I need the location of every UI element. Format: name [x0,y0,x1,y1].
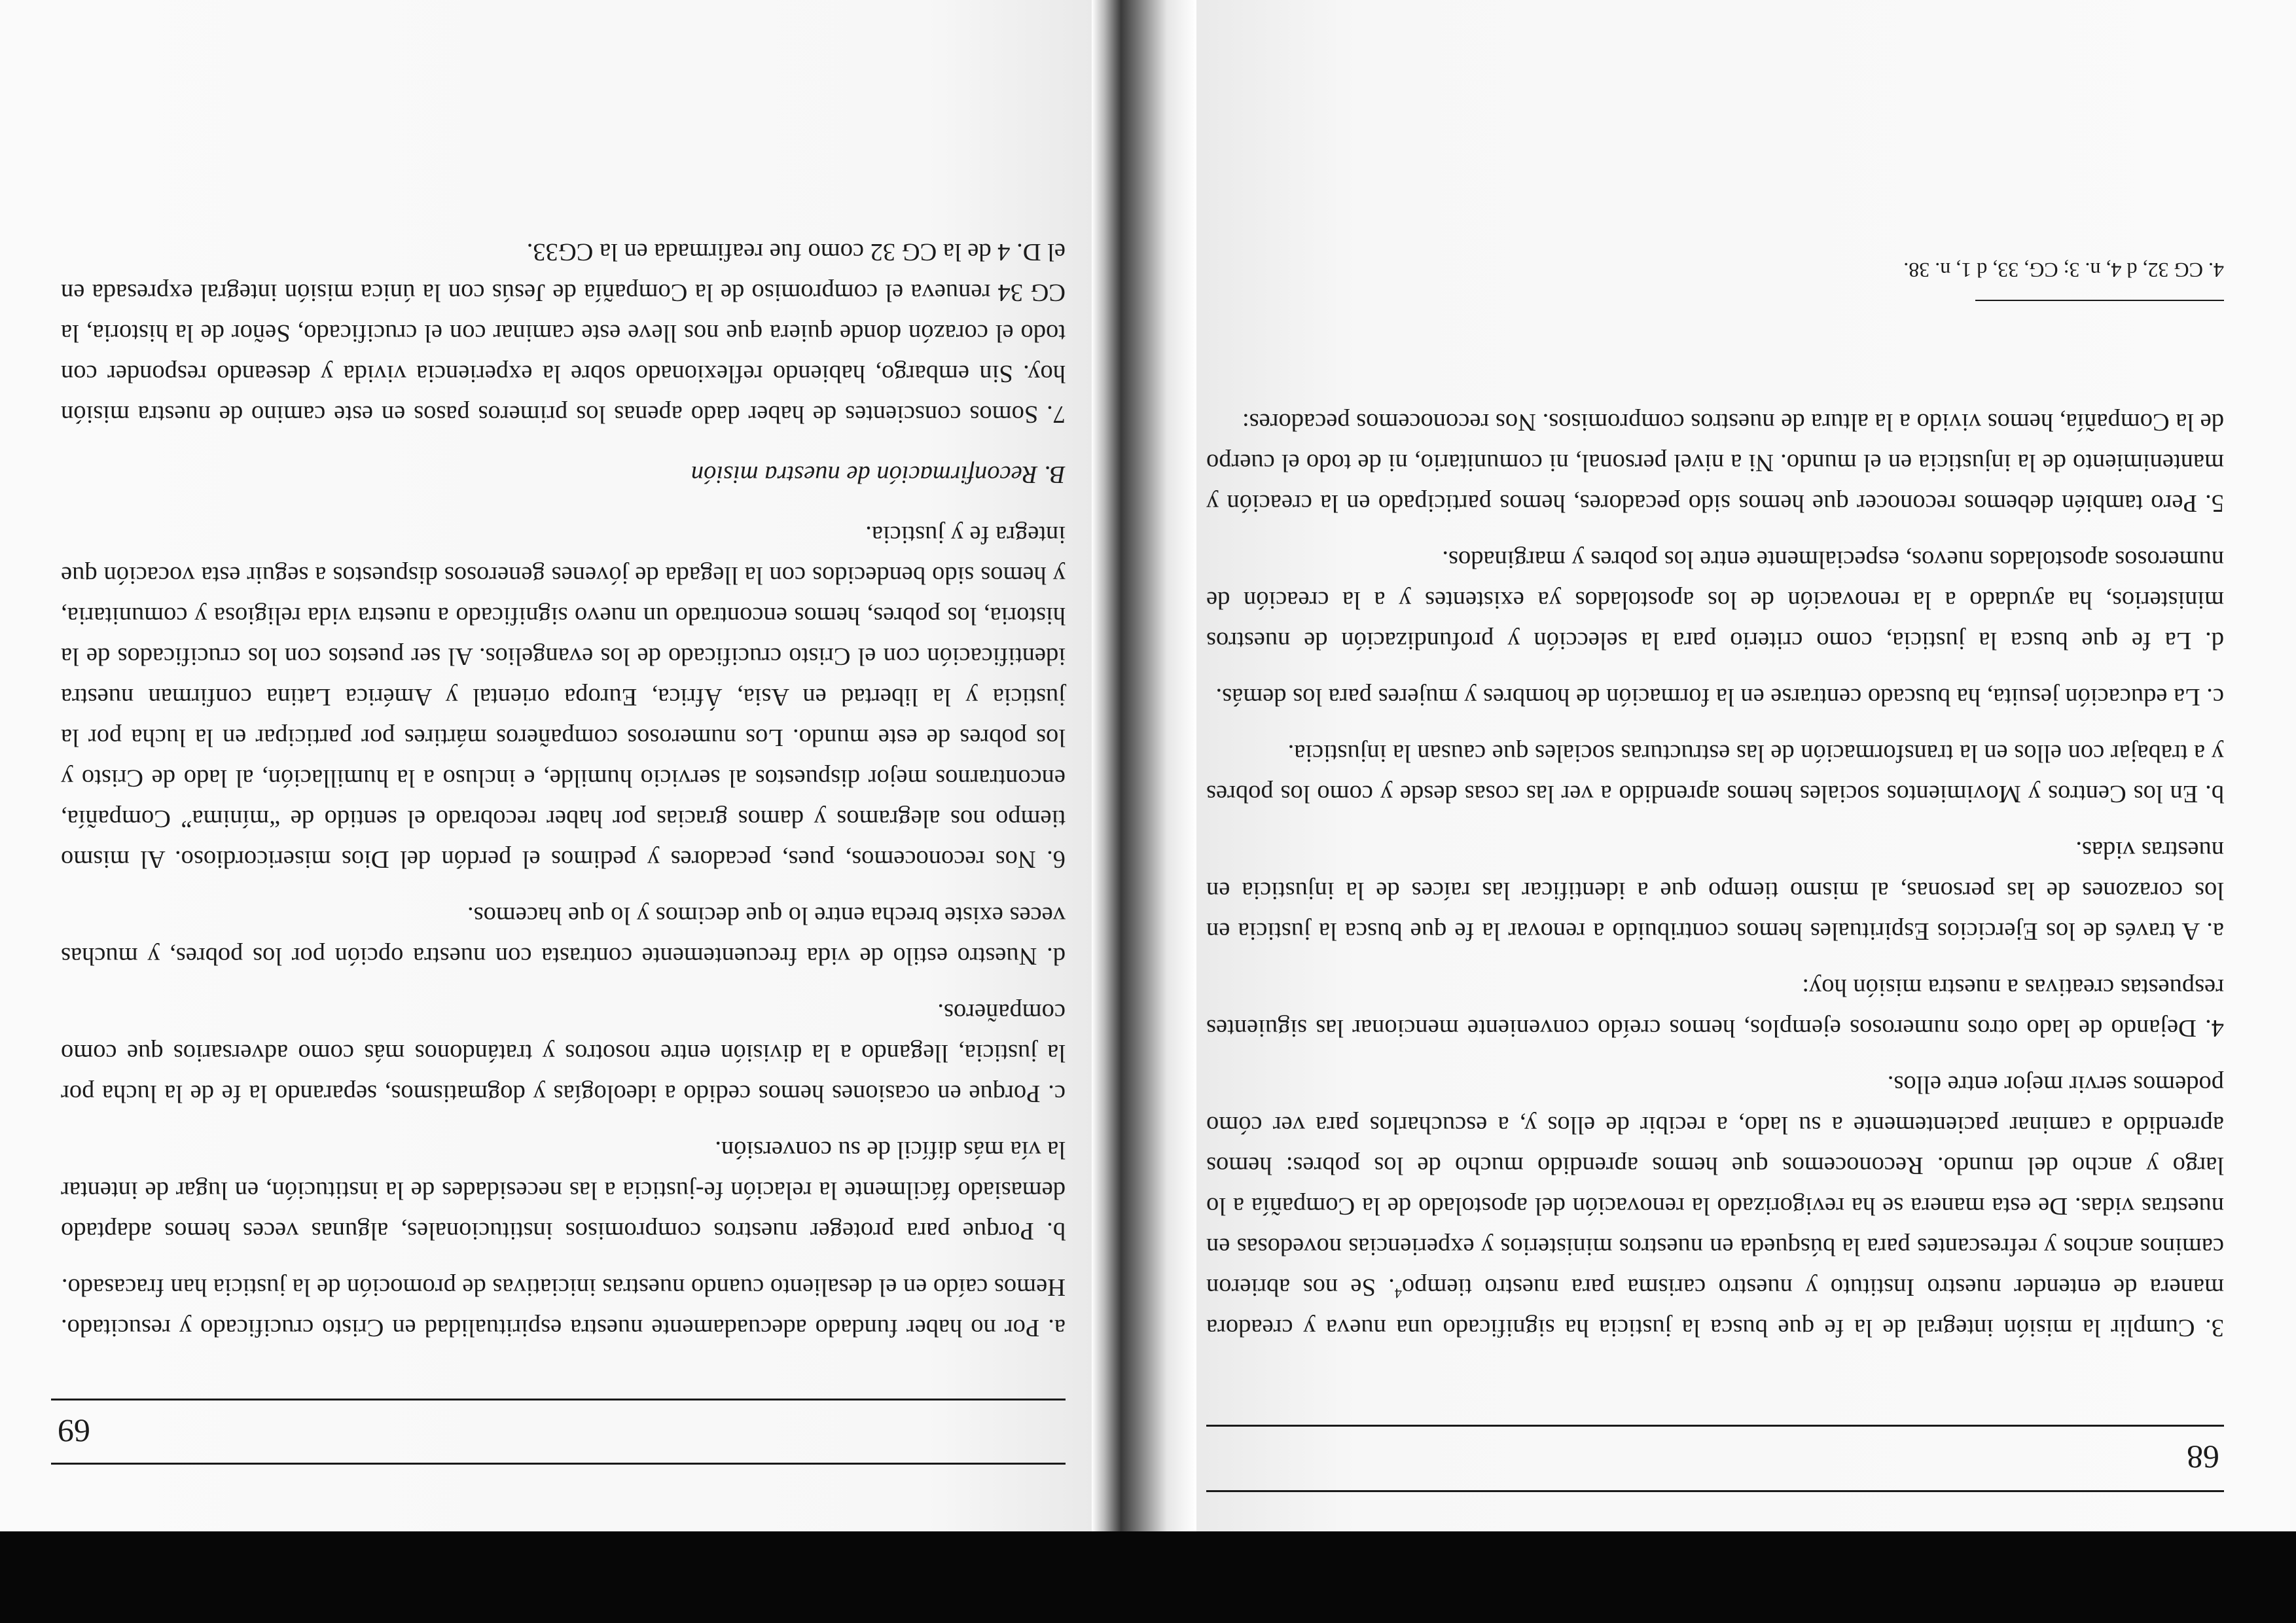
paragraph-5b: b. Porque para proteger nuestros compromisos institucionales, algunas veces hemos adaptado demasiado fácilmente la relación fe-justicia a las necesidades de la institución, en lugar de intentar la vía más difícil de su conversión. [61,1136,1066,1245]
header-rule [1206,1425,2224,1427]
paragraph-5c: c. Porque en ocasiones hemos cedido a ideologías y dogmatismos, separando la fe de la lucha por la justicia, llegando a la división entre nosotros y tratándonos más como adversarios que como compañeros. [61,999,1066,1107]
paragraph-4d: d. La fe que busca la justicia, como criterio para la selección y profundización de nuestros ministerios, ha ayudado a la renovación de los apostolados ya existentes y a la creación de numerosos apostolados nuevos, especialmente entre los pobres y marginados. [1206,546,2224,654]
paragraph-7: 7. Somos conscientes de haber dado apenas los primeros pasos en este camino de nuestra misión hoy. Sin embargo, habiendo reflexionado sobre la experiencia vivida y deseando responder con todo el corazón donde quiera que nos lleve este caminar con el crucificado, Señor de la historia, la CG 34 renueva el compromiso de la Compañía de Jesús con la única misión integral expresada en el D. 4 de la CG 32 como fue reafirmada en la CG33. [61,238,1066,428]
header-rule [51,1463,1066,1465]
footnote-ref: 4 [1394,1285,1402,1302]
paragraph-4b: b. En los Centros y Movimientos sociales hemos aprendido a ver las cosas desde y como los pobres y a trabajar con ellos en la transformación de las estructuras sociales que causan la injusticia. [1206,740,2224,808]
section-heading: B. Reconfirmación de nuestra misión [691,461,1066,488]
paragraph-6: 6. Nos reconocemos, pues, pecadores y pedimos el perdón del Dios misericordioso. Al mismo tiempo nos alegramos y damos gracias por haber recobrado el sentido de “mínima” Compañía, encontrarnos mejor dispuestos al servicio humilde, e incluso a la humillación, al lado de Cristo y los pobres de este mundo. Los numerosos compañeros mártires por participar en la lucha por la justicia y la libertad en Asia, África, Europa oriental y América Latina confirman nuestra identificación con el Cristo crucificado de los evangelios. Al ser puestos con los crucificados de la historia, los pobres, hemos encontrado un nuevo significado a nuestra vida religiosa y comunitaria, y hemos sido bendecidos con la llegada de jóvenes generosos dispuestos a seguir esta vocación que integra fe y justicia. [61,521,1066,873]
scanner-edge [0,1531,2296,1623]
page-68 [1190,0,2296,1531]
footnote: 4. CG 32, d 4, n. 3; CG, 33, d 1, n. 38. [1903,259,2224,282]
paragraph-5d: d. Nuestro estilo de vida frecuentemente contrasta con nuestra opción por los pobres, y muchas veces existe brecha entre lo que decimos y lo que hacemos. [61,902,1066,970]
page-number: 69 [58,1413,90,1450]
book-gutter-shadow [1092,0,1196,1531]
header-rule [1206,1490,2224,1492]
page-number: 68 [2187,1439,2219,1476]
footnote-rule [1975,300,2224,301]
page-69-body [61,232,1066,1348]
paragraph-4c: c. La educación jesuita, ha buscado centrarse en la formación de hombres y mujeres para los demás. [1215,683,2224,711]
paragraph-5a: a. Por no haber fundado adecuadamente nuestra espiritualidad en Cristo crucificado y resucitado. Hemos caído en el desaliento cuando nuestras iniciativas de promoción de la justicia han fracasado. [61,1274,1066,1342]
page-68-body [1206,402,2224,1348]
paragraph-5: 5. Pero también debemos reconocer que hemos sido pecadores, hemos participado en la creación y mantenimiento de la injusticia en el mundo. Ni a nivel personal, ni comunitario, ni de todo el cuerpo de la Compañía, hemos vivido a la altura de nuestros compromisos. Nos reconocemos pecadores: [1206,408,2224,517]
page-69 [0,0,1092,1531]
paragraph-3: 3. Cumplir la misión integral de la fe que busca la justicia ha significado una nueva y creadora manera de entender nuestro Instituto y nuestro carisma para nuestro tiempo$^4$. Se nos abrieron caminos anchos y refrescantes para la búsqueda en nuestros ministerios y experiencias novedosas en nuestras vidas. De esta manera se ha revigorizado la renovación del apostolado de la Compañía a lo largo y ancho del mundo. Reconocemos que hemos aprendido mucho de los pobres: hemos aprendido a caminar pacientemente a su lado, a recibir de ellos y, a escucharlos para ver cómo podemos servir mejor entre ellos. [1206,1071,2224,1342]
paragraph-4a: a. A través de los Ejercicios Espirituales hemos contribuido a renovar la fe que busca la justicia en los corazones de las personas, al mismo tiempo que a identificar las raíces de la injusticia en nuestras vidas. [1206,836,2224,945]
paragraph-4: 4. Dejando de lado otros numerosos ejemplos, hemos creído conveniente mencionar las siguientes respuestas creativas a nuestra misión hoy: [1206,974,2224,1042]
header-rule [51,1399,1066,1400]
